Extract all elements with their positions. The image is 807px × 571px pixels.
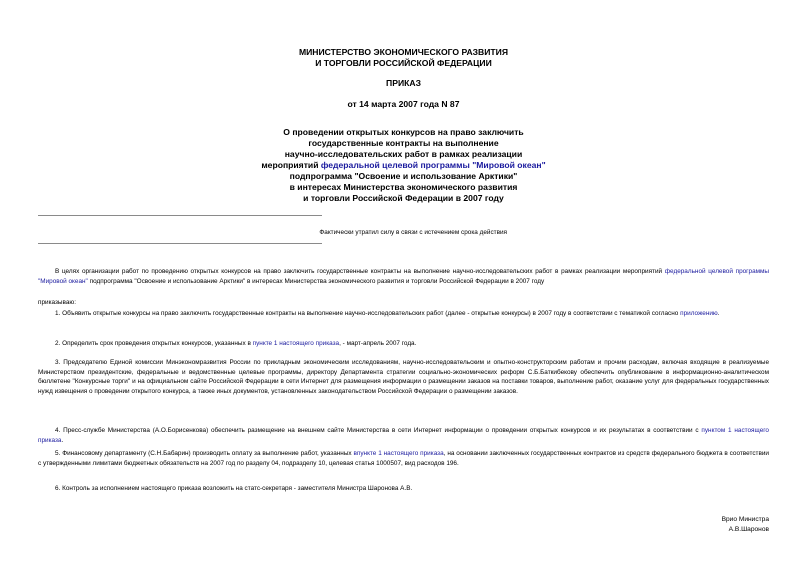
ministry-line-2: И ТОРГОВЛИ РОССИЙСКОЙ ФЕДЕРАЦИИ [315,58,492,68]
item-2-text-end: , - март-апрель 2007 года. [339,340,417,347]
title-line-4 [0,160,807,171]
item-5-text-end: , на основании заключенных государственных контрактов из средств федерального бюджета в соответствии с утвержденными лимитами бюджетных обязательств на 2007 год по разделу 04, подразделу 10, целевая статья 1000507, вид расходов 196. [38,450,769,467]
title-line-6: в интересах Министерства экономического развития [289,182,518,192]
divider-top [38,215,322,216]
item-4-text: 4. Пресс-службе Министерства (А.О.Борисенкова) обеспечить размещение на внешнем сайте Министерства в сети Интернет информации о проведении открытых конкурсов и их результатах в соответствии с [55,427,702,434]
item-1-paragraph [38,309,769,319]
clause-1-link-item-2[interactable]: пункте 1 настоящего приказа [252,340,340,347]
title-line-1: О проведении открытых конкурсов на право заключить [283,127,524,137]
clause-1-link-item-4[interactable]: пунктом 1 настоящего приказа [38,427,769,444]
title-line-3: научно-исследовательских работ в рамках реализации [284,149,523,159]
order-verb: приказываю: [38,299,76,306]
item-2-paragraph [38,339,769,349]
title-line-4-text: мероприятий [261,160,321,170]
item-5-text: 5. Финансовому департаменту (С.Н.Бабарин) производить оплату за выполнение работ, указанных [55,450,354,457]
document-type: ПРИКАЗ [386,78,421,88]
title-line-5: подпрограмма "Освоение и использование Арктики" [289,171,518,181]
status-note: Фактически утратил силу в связи с истечением срока действия [319,229,507,236]
item-1-text-end: . [717,310,720,317]
preamble-paragraph [38,267,769,286]
item-6-paragraph: 6. Контроль за исполнением настоящего приказа возложить на статс-секретаря - заместителя Министра Шаронова А.В. [55,485,413,492]
item-4-text-end: . [61,436,64,444]
signatory-position: Врио Министра [721,516,769,523]
signatory-name: А.В.Шаронов [728,526,769,533]
item-4-paragraph [38,426,769,445]
document-title [0,127,807,204]
program-link-title[interactable]: федеральной целевой программы "Мировой океан" [320,160,546,170]
item-5-paragraph [38,449,769,468]
preamble-text-end: подпрограмма "Освоение и использование Арктики" в интересах Министерства экономического развития и торговли Российской Федерации в 2007 году [87,277,545,285]
appendix-link[interactable]: приложению [680,310,718,317]
item-2-text: 2. Определить срок проведения открытых конкурсов, указанных в [55,340,253,347]
ministry-line-1: МИНИСТЕРСТВО ЭКОНОМИЧЕСКОГО РАЗВИТИЯ [298,47,509,57]
program-link-preamble[interactable]: федеральной целевой программы "Мировой океан" [38,268,770,285]
clause-1-link-item-5[interactable]: впункте 1 настоящего приказа [353,450,444,457]
item-3-paragraph: 3. Председателю Единой комиссии Минэкономразвития России по прикладным экономическим исследованиям, научно-исследовательским и опытно-конструкторским работам и прочим расходам, включая входящие в реализуемые Министерством президентские, федеральные и ведомственные целевые программы, директору Департамента стратегии социально-экономических реформ С.Б.Баткибекову обеспечить опубликование в информационно-аналитическом бюллетене "Конкурсные торги" и на официальном сайте Российской Федерации в сети Интернет для размещения информации о размещении заказов на поставки товаров, выполнение работ, оказание услуг для федеральных государственных нужд извещения о проведении открытого конкурса, а также иных документов, установленных законодательством Российской Федерации о размещении заказов. [38,359,769,395]
divider-bottom [38,243,322,244]
document-date: от 14 марта 2007 года N 87 [347,99,460,109]
preamble-text: В целях организации работ по проведению открытых конкурсов на право заключить государственные контракты на выполнение научно-исследовательских работ в рамках реализации мероприятий [55,268,665,275]
item-1-text: 1. Объявить открытые конкурсы на право заключить государственные контракты на выполнение научно-исследовательских работ (далее - открытые конкурсы) в 2007 году в соответствии с тематикой согласно [55,310,681,317]
ministry-name [0,47,807,69]
title-line-7: и торговли Российской Федерации в 2007 году [303,193,504,203]
title-line-2: государственные контракты на выполнение [308,138,499,148]
